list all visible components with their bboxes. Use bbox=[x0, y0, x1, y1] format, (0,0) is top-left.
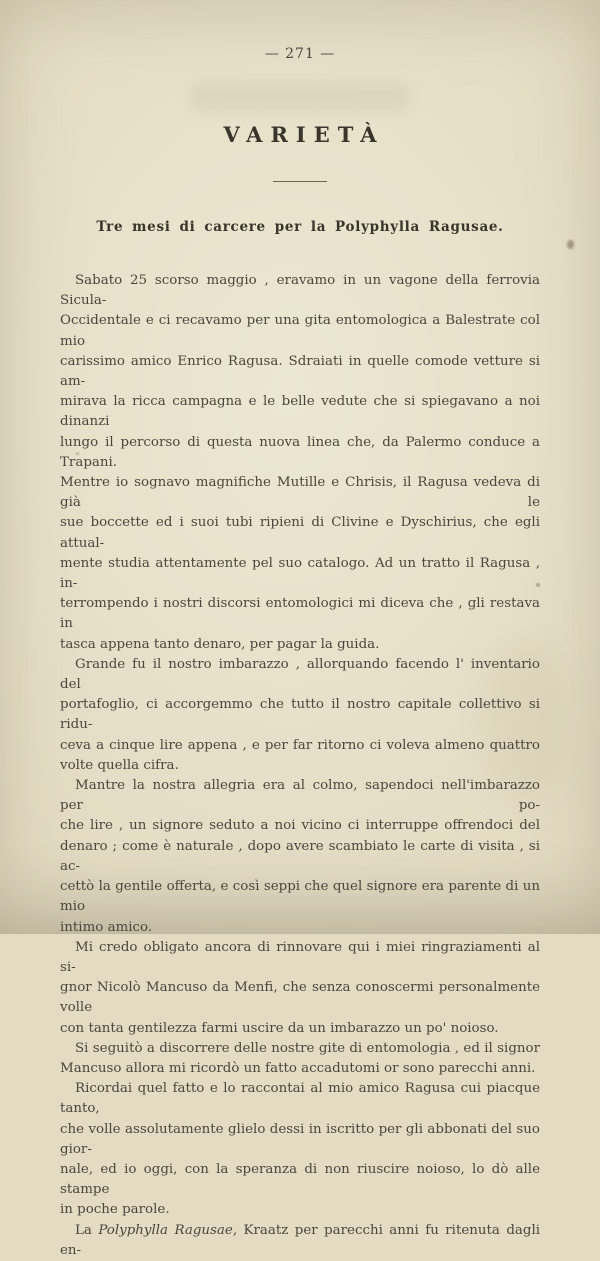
text-line: portafoglio, ci accorgemmo che tutto il nostro capitale collettivo si ridu- bbox=[60, 697, 540, 733]
text-line: carissimo amico Enrico Ragusa. Sdraiati in quelle comode vetture si am- bbox=[60, 353, 540, 390]
text-segment: La bbox=[75, 1222, 99, 1238]
text-line: Ricordai quel fatto e lo raccontai al mio amico Ragusa cui piacque tanto, bbox=[60, 1081, 540, 1117]
page-number: — 271 — bbox=[264, 46, 336, 62]
text-line: volte quella cifra. bbox=[60, 757, 179, 773]
paper-speck bbox=[567, 240, 574, 249]
text-line: nale, ed io oggi, con la speranza di non riuscire noioso, lo dò alle stampe bbox=[60, 1161, 540, 1198]
text-line: gnor Nicolò Mancuso da Menfi, che senza conoscermi personalmente volle bbox=[60, 980, 540, 1016]
text-line: Mentre io sognavo magnifiche Mutille e Chrisis, il Ragusa vedeva di già le bbox=[60, 475, 540, 511]
text-line: ceva a cinque lire appena , e per far ritorno ci voleva almeno quattro bbox=[60, 737, 540, 753]
text-line bbox=[60, 1221, 540, 1261]
article-title: Tre mesi di carcere per la Polyphylla Ragusae. bbox=[96, 219, 504, 235]
text-line: Grande fu il nostro imbarazzo , allorquando facendo l' inventario del bbox=[60, 656, 540, 693]
text-line: Mancuso allora mi ricordò un fatto accadutomi or sono parecchi anni. bbox=[60, 1060, 536, 1076]
text-line: che volle assolutamente glielo dessi in iscritto per gli abbonati del suo gior- bbox=[60, 1121, 540, 1157]
divider-rule bbox=[273, 181, 327, 182]
text-line: cettò la gentile offerta, e così seppi che quel signore era parente di un mio bbox=[60, 879, 540, 915]
text-segment: , Kraatz per parecchi anni fu ritenuta dagli en- bbox=[60, 1222, 541, 1258]
text-line: mirava la ricca campagna e le belle vedute che si spiegavano a noi dinanzi bbox=[60, 394, 540, 430]
text-line: che lire , un signore seduto a noi vicino ci interruppe offrendoci del bbox=[60, 818, 540, 834]
text-line: intimo amico. bbox=[60, 919, 153, 935]
text-line: Mantre la nostra allegria era al colmo, sapendoci nell'imbarazzo per po- bbox=[60, 778, 540, 814]
text-line: Mi credo obligato ancora di rinnovare qui i miei ringraziamenti al si- bbox=[60, 939, 540, 975]
body-text bbox=[60, 271, 540, 1261]
text-line: mente studia attentamente pel suo catalogo. Ad un tratto il Ragusa , in- bbox=[60, 555, 540, 592]
text-line: Occidentale e ci recavamo per una gita entomologica a Balestrate col mio bbox=[60, 313, 540, 349]
text-line: denaro ; come è naturale , dopo avere scambiato le carte di visita , si ac- bbox=[60, 838, 540, 874]
ink-ghost-stain bbox=[190, 84, 410, 110]
text-line: tasca appena tanto denaro, per pagar la guida. bbox=[60, 636, 380, 652]
text-line: con tanta gentilezza farmi uscire da un imbarazzo un po' noioso. bbox=[60, 1020, 499, 1036]
section-heading: VARIETÀ bbox=[223, 122, 385, 147]
text-line: in poche parole. bbox=[60, 1202, 170, 1218]
text-line: lungo il percorso di questa nuova linea che, da Palermo conduce a Trapani. bbox=[60, 434, 540, 470]
text-line: Sabato 25 scorso maggio , eravamo in un vagone della ferrovia Sicula- bbox=[60, 273, 540, 309]
text-line: Si seguitò a discorrere delle nostre gite di entomologia , ed il signor bbox=[75, 1040, 540, 1056]
species-name-italic: Polyphylla Ragusae bbox=[98, 1222, 233, 1238]
text-line: sue boccette ed i suoi tubi ripieni di Clivine e Dyschirius, che egli attual- bbox=[60, 515, 540, 551]
text-line: terrompendo i nostri discorsi entomologici mi diceva che , gli restava in bbox=[60, 596, 540, 632]
